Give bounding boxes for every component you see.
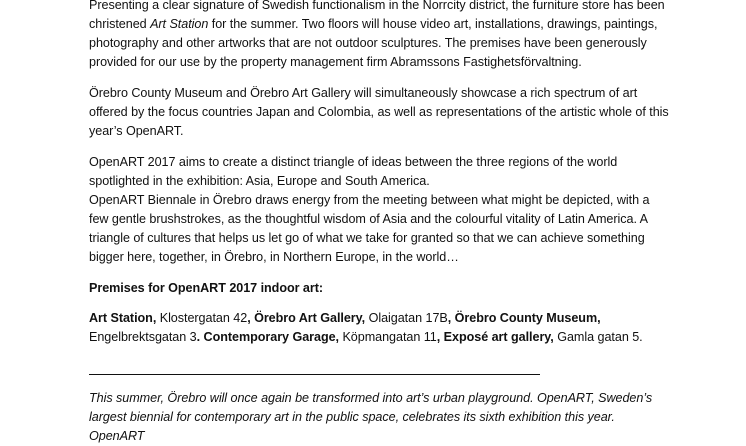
footer-clip xyxy=(89,389,669,443)
venue-address: Klostergatan 42 xyxy=(156,311,248,325)
paragraph-text: Presenting a clear signature of Swedish functionalism in the Norrcity district, the furniture store has been christened xyxy=(89,0,665,31)
venue-name: , Exposé art gallery, xyxy=(436,330,554,344)
paragraph-museums: Örebro County Museum and Örebro Art Gallery will simultaneously showcase a rich spectrum of art offered by the focus countries Japan and Colombia, as well as representations of the artistic whole of this year’s OpenART. xyxy=(89,86,669,138)
venue-name: . Contemporary Garage, xyxy=(196,330,339,344)
premises-list xyxy=(89,309,669,347)
venue-address: Köpmangatan 11 xyxy=(339,330,437,344)
footer-italic-paragraph: This summer, Örebro will once again be transformed into art’s urban playground. OpenART, Sweden’s largest biennial for contemporary art in the public space, celebrates its sixth exhibition this year. OpenART xyxy=(89,391,653,443)
paragraph-triangle: OpenART 2017 aims to create a distinct triangle of ideas between the three regions of the world spotlighted in the exhibition: Asia, Europe and South America. xyxy=(89,155,618,188)
art-station-italic: Art Station xyxy=(150,17,209,31)
paragraph-biennale: OpenART Biennale in Örebro draws energy from the meeting between what might be depicted, with a few gentle brushstrokes, as the thoughtful wisdom of Asia and the colourful vitality of Latin America. A triangle of cultures that helps us let go of what we take for granted so that we can achieve something bigger here, together, in Örebro, in Northern Europe, in the world… xyxy=(89,193,650,264)
venue-address: Gamla gatan 5. xyxy=(553,330,643,344)
paragraph-art-station xyxy=(89,0,669,72)
paragraph-text: for the summer. Two floors will house video art, installations, drawings, paintings, photography and other artworks that are not outdoor sculptures. The premises have been generously provided for our use by the property management firm Abramssons Fastighetsförvaltning. xyxy=(89,17,658,69)
venue-address: Olaigatan 17B xyxy=(365,311,448,325)
premises-heading: Premises for OpenART 2017 indoor art: xyxy=(89,281,323,295)
venue-name: , Örebro County Museum, xyxy=(447,311,601,325)
horizontal-divider xyxy=(89,374,540,375)
venue-name: , Örebro Art Gallery, xyxy=(247,311,366,325)
document-page xyxy=(89,0,669,443)
venue-address: Engelbrektsgatan 3 xyxy=(89,330,197,344)
venue-name: Art Station, xyxy=(89,311,157,325)
